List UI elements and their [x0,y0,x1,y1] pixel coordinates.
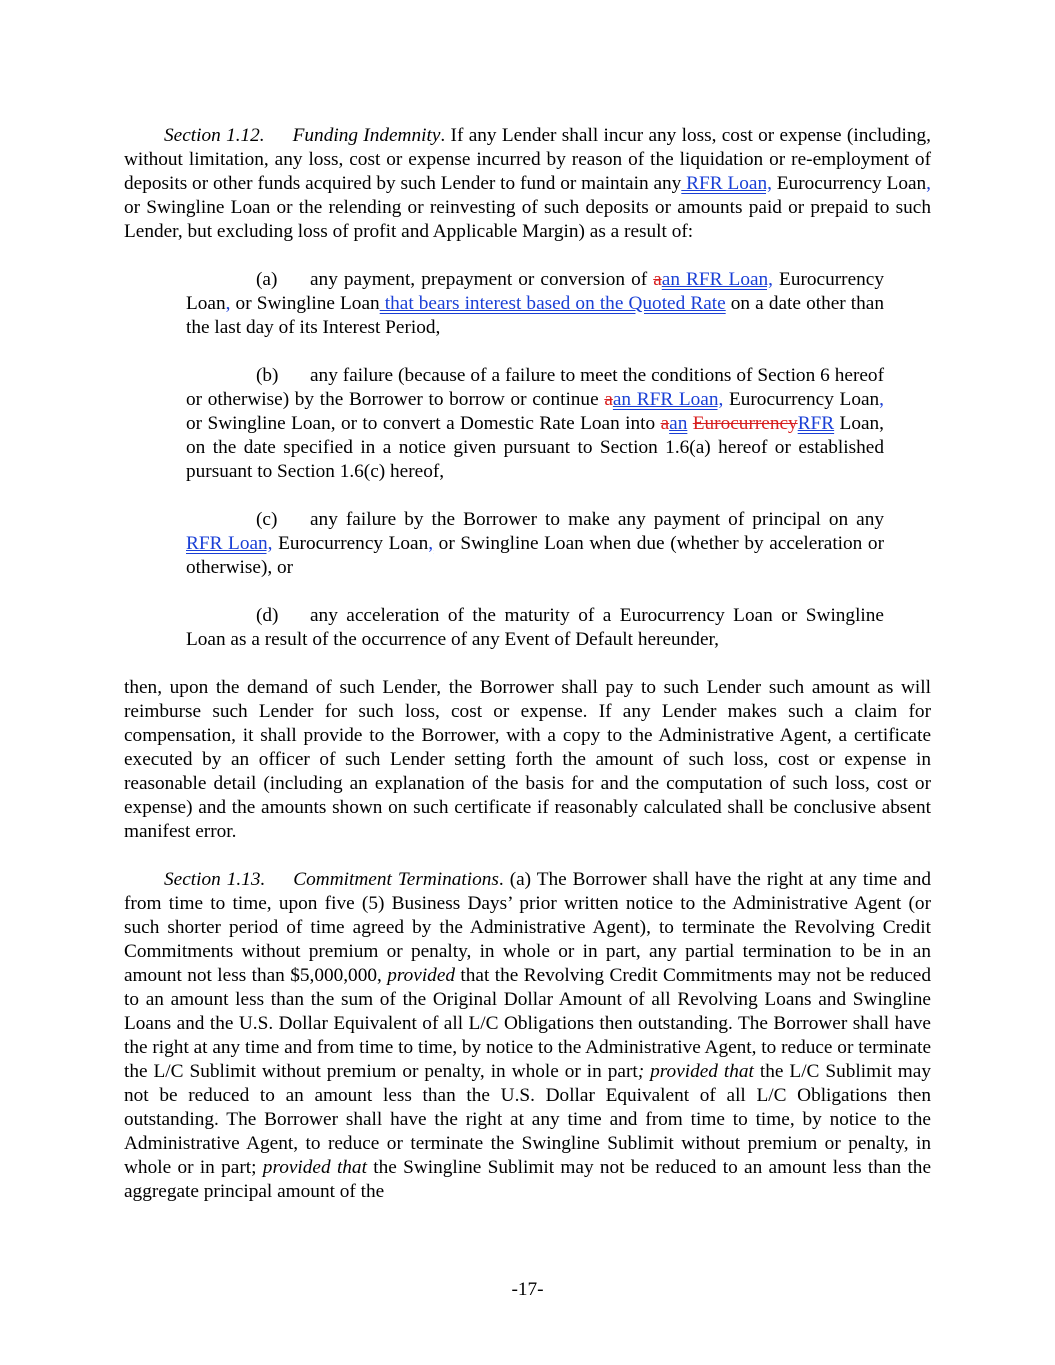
section-number: Section 1.13. [164,869,266,890]
clause-label: (c) [256,509,278,530]
inserted-text: an RFR Loan, [612,389,724,410]
document-page [124,124,931,1204]
section-number: Section 1.12. [164,125,265,146]
clause-b: (b) any failure (because of a failure to meet the conditions of Section 6 hereof or otherwise) by the Borrower to borrow or continue aan RFR Loan, Eurocurrency Loan, or Swingline Loan, or to convert a Domestic Rate Loan into aan EurocurrencyRFR Loan, on the date specified in a notice given pursuant to Section 1.6(a) hereof or established pursuant to Section 1.6(c) hereof, [186,365,884,482]
clause-label: (a) [256,269,278,290]
inserted-text: an RFR Loan, [661,269,773,290]
clause-d: (d) any acceleration of the maturity of a Eurocurrency Loan or Swingline Loan as a result of the occurrence of any Event of Default hereunder, [186,605,884,650]
page-number: -17- [511,1279,544,1300]
inserted-text: RFR [797,413,835,434]
inserted-text: that bears interest based on the Quoted Rate [379,293,726,314]
section-1-13-body: Section 1.13. Commitment Terminations. (a) The Borrower shall have the right at any time and from time to time, upon five (5) Business Days’ prior written notice to the Administrative Agent (or such shorter period of time agreed by the Administrative Agent), to terminate the Revolving Credit Commitments without premium or penalty, in whole or in part, any partial termination to be in an amount not less than $5,000,000, provided that the Revolving Credit Commitments may not be reduced to an amount less than the sum of the Original Dollar Amount of all Revolving Loans and Swingline Loans and the U.S. Dollar Equivalent of all L/C Obligations then outstanding. The Borrower shall have the right at any time and from time to time, by notice to the Administrative Agent, to reduce or terminate the L/C Sublimit without premium or penalty, in whole or in part; provided that the L/C Sublimit may not be reduced to an amount less than the U.S. Dollar Equivalent of all L/C Obligations then outstanding. The Borrower shall have the right at any time and from time to time, by notice to the Administrative Agent, to reduce or terminate the Swingline Sublimit without premium or penalty, in whole or in part; provided that the Swingline Sublimit may not be reduced to an amount less than the aggregate principal amount of the [124,869,932,1202]
inserted-text: , [428,533,434,554]
inserted-text: , [225,293,231,314]
deleted-text: a [660,413,670,434]
section-title: Commitment Terminations [293,869,499,890]
inserted-text: RFR Loan, [681,173,772,194]
deleted-text: a [653,269,662,290]
section-title: Funding Indemnity [292,125,441,146]
section-1-12-closing: then, upon the demand of such Lender, the Borrower shall pay to such Lender such amount as will reimburse such Lender for such loss, cost or expense. If any Lender makes such a claim for compensation, it shall provide to the Borrower, with a copy to the Administrative Agent, a certificate executed by an officer of such Lender setting forth the amount of such loss, cost or expense in reasonable detail (including an explanation of the basis for and the computation of such loss, cost or expense) and the amounts shown on such certificate if reasonably calculated shall be conclusive absent manifest error. [124,677,931,842]
clause-label: (b) [256,365,279,386]
clause-a: (a) any payment, prepayment or conversion of aan RFR Loan, Eurocurrency Loan, or Swingline Loan that bears interest based on the Quoted Rate on a date other than the last day of its Interest Period, [186,269,884,338]
deleted-text: Eurocurrency [692,413,798,434]
section-1-12-intro: Section 1.12. Funding Indemnity. If any Lender shall incur any loss, cost or expense (including, without limitation, any loss, cost or expense incurred by reason of the liquidation or re-employment of deposits or other funds acquired by such Lender to fund or maintain any RFR Loan, Eurocurrency Loan, or Swingline Loan or the relending or reinvesting of such deposits or amounts paid or prepaid to such Lender, but excluding loss of profit and Applicable Margin) as a result of: [124,125,931,242]
inserted-text: an [669,413,688,434]
clause-c: (c) any failure by the Borrower to make any payment of principal on any RFR Loan, Eurocurrency Loan, or Swingline Loan when due (whether by acceleration or otherwise), or [186,509,884,578]
clause-label: (d) [256,605,279,626]
inserted-text: RFR Loan, [186,533,273,554]
inserted-text: , [926,173,931,194]
deleted-text: a [604,389,613,410]
inserted-text: , [879,389,884,410]
